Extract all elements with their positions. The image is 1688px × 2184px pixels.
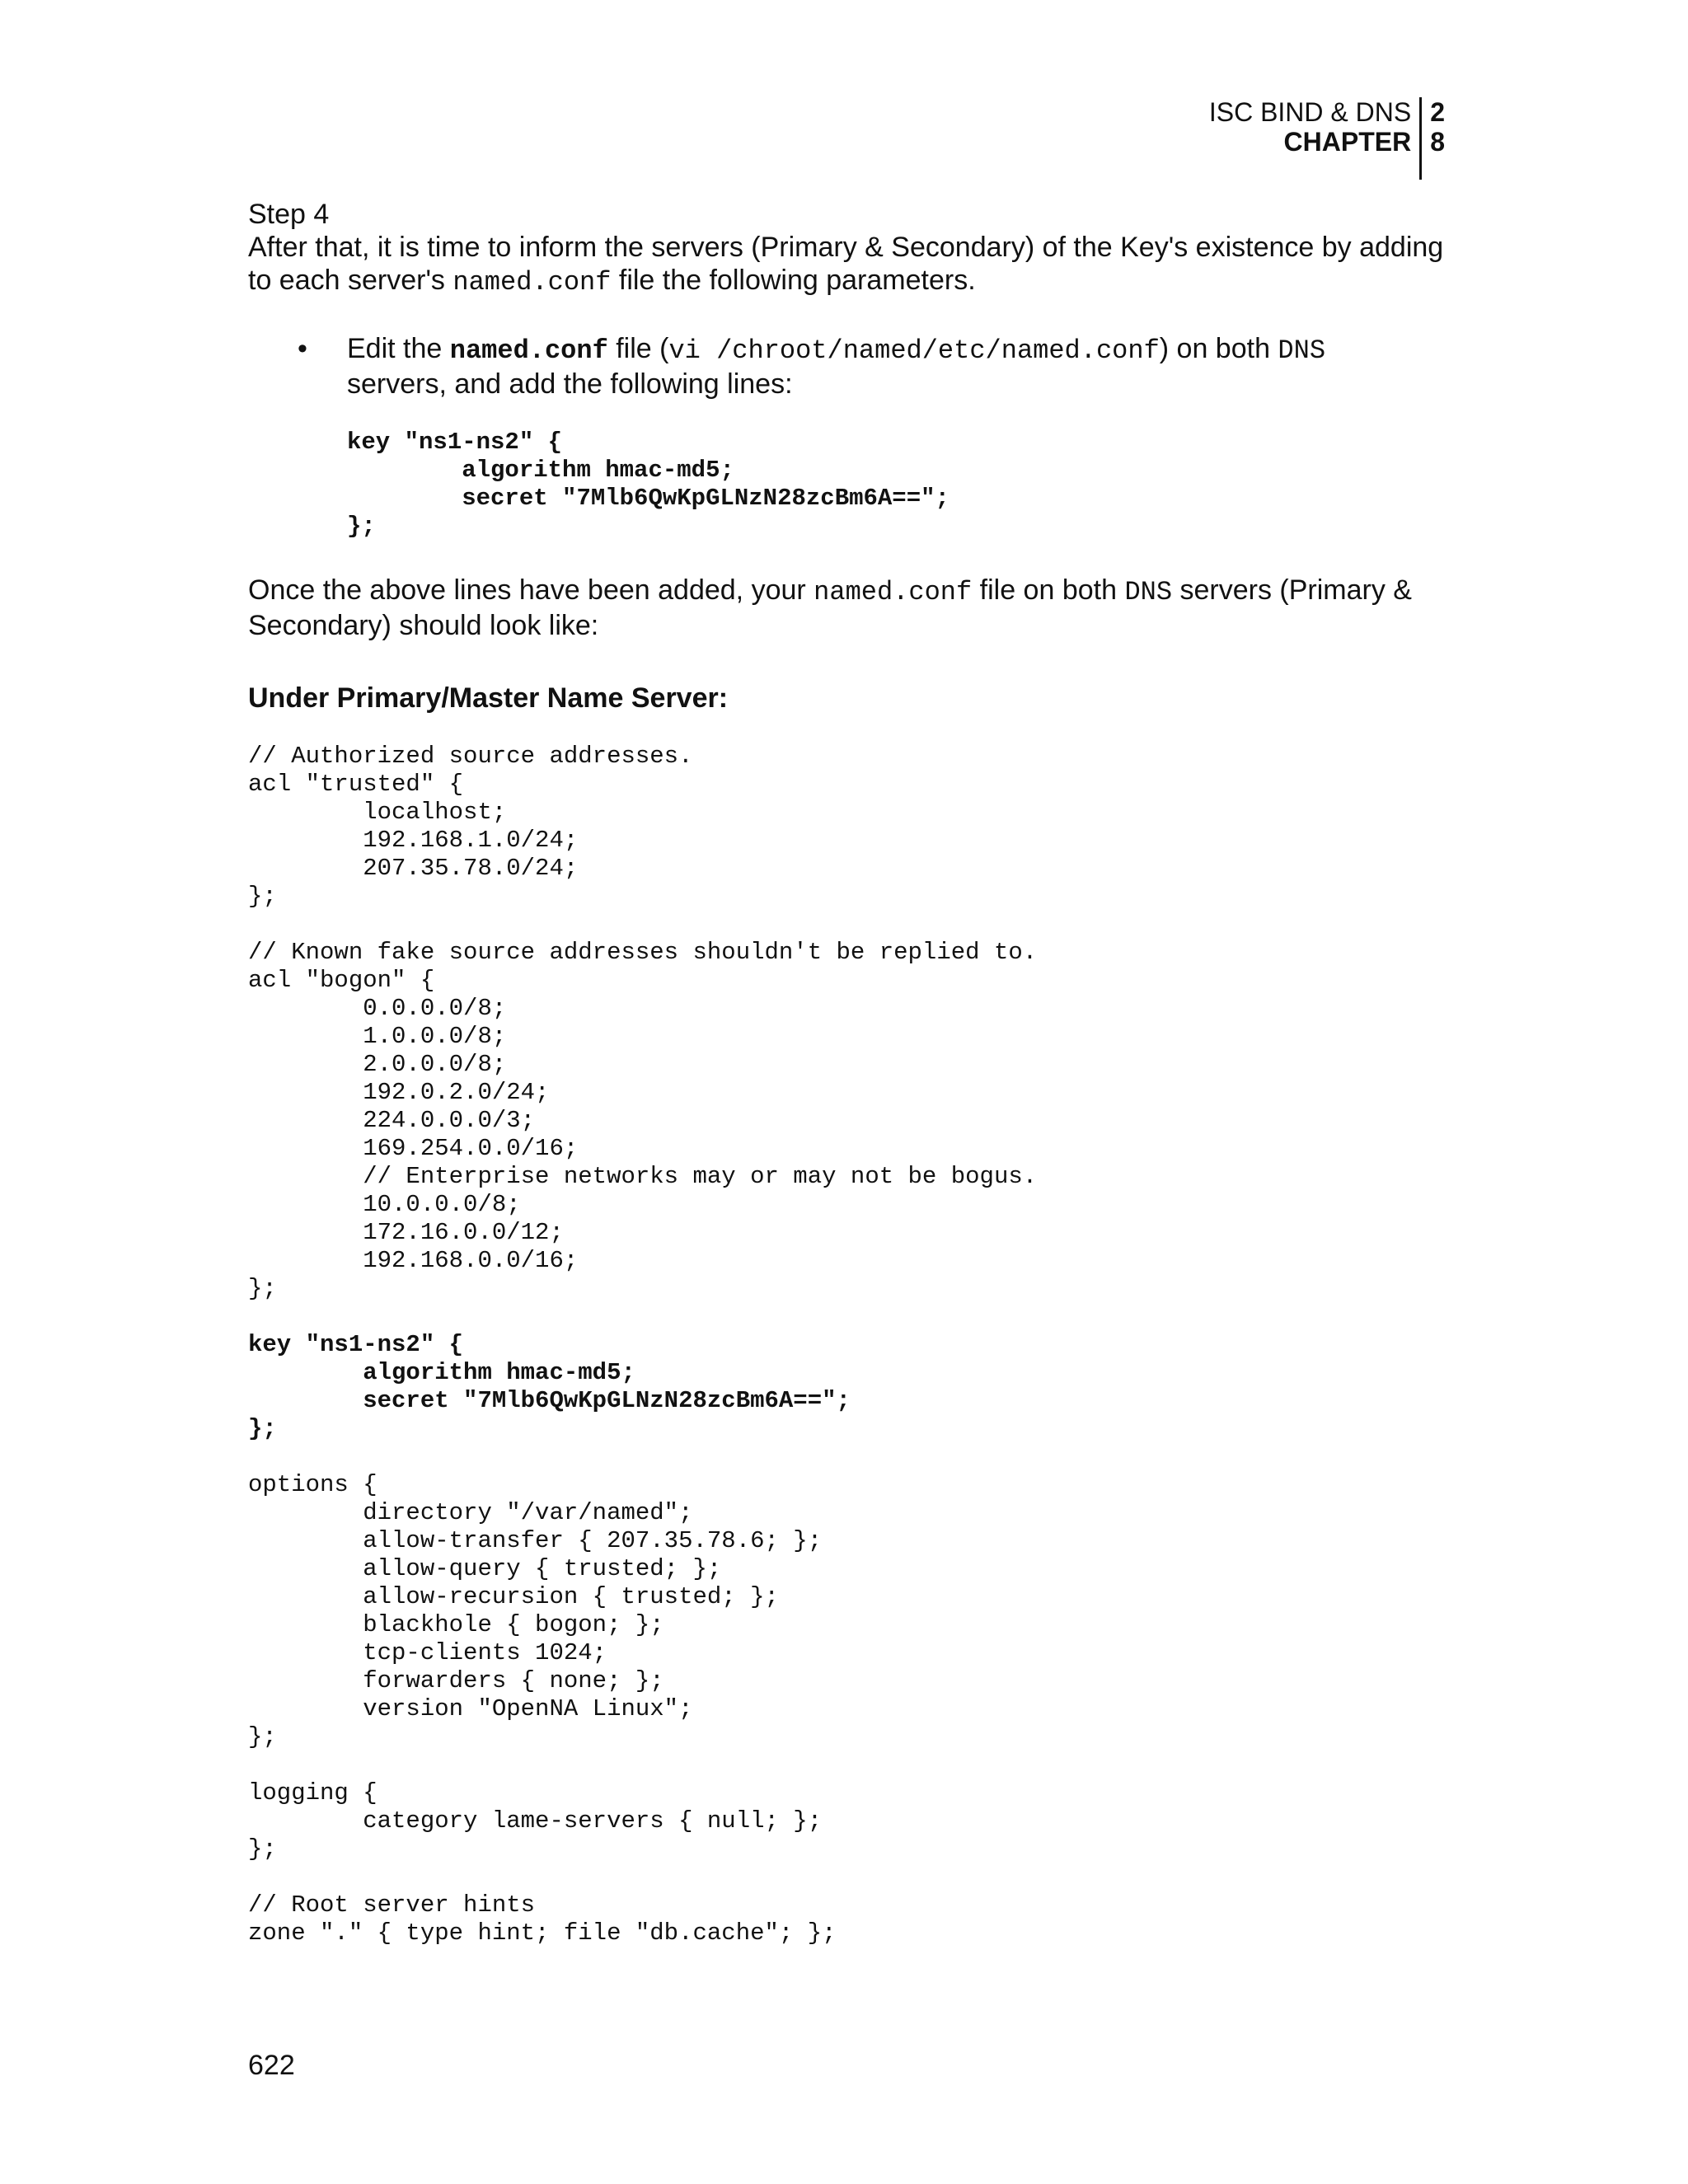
intro-code-filename: named.conf xyxy=(452,267,612,298)
config-code-acl: // Authorized source addresses. acl "trusted" { localhost; 192.168.1.0/24; 207.35.78.0/24; }; // Known fake source addresses shouldn't be replied to. acl "bogon" { 0.0.0.0/8; 1.0.0.0/8; 2.0.0.0/8; 192.0.2.0/24; 224.0.0.0/3; 169.254.0.0/16; // Enterprise networks may or may not be bogus. 10.0.0.0/8; 172.16.0.0/12; 192.168.0.0/16; }; xyxy=(248,743,1038,1302)
after-paragraph xyxy=(248,574,1451,642)
chapter-digit-2: 8 xyxy=(1430,127,1445,157)
header-chapter-number xyxy=(1422,97,1445,180)
page-number: 622 xyxy=(248,2050,295,2081)
after-text-3: servers (Primary & Secondary) should look like: xyxy=(248,574,1412,641)
main-content xyxy=(248,198,1451,1947)
after-code-dns: DNS xyxy=(1124,577,1173,607)
intro-text-before: After that, it is time to inform the servers (Primary & Secondary) of the Key's existence by adding to each server's xyxy=(248,232,1444,296)
bullet-item xyxy=(298,332,1451,401)
after-code-filename: named.conf xyxy=(814,577,973,607)
chapter-digit-1: 2 xyxy=(1430,97,1445,127)
header-title: ISC BIND & DNS xyxy=(1208,97,1412,127)
bullet-code-command: vi /chroot/named/etc/named.conf xyxy=(668,335,1160,366)
header-chapter-label: CHAPTER xyxy=(1283,127,1412,157)
bullet-symbol: • xyxy=(298,333,307,364)
bullet-text-4: servers, and add the following lines: xyxy=(347,368,793,400)
intro-text-after: file the following parameters. xyxy=(611,265,976,296)
after-text-2: file on both xyxy=(972,574,1125,606)
after-text-1: Once the above lines have been added, your xyxy=(248,574,814,606)
bullet-text-3: ) on both xyxy=(1159,333,1278,364)
config-code-options: options { directory "/var/named"; allow-transfer { 207.35.78.6; }; allow-query { trusted; }; allow-recursion { trusted; }; blackhole { bogon; }; tcp-clients 1024; forwarders { none; }; version "OpenNA Linux"; }; logging { category lame-servers { null; }; }; // Root server hints zone "." { type hint; file "db.cache"; }; xyxy=(248,1471,837,1947)
bullet-text xyxy=(347,332,1402,401)
step-title: Step 4 xyxy=(248,199,330,230)
code-gap xyxy=(248,1303,1451,1331)
code-gap xyxy=(248,1443,1451,1471)
bullet-code-filename: named.conf xyxy=(449,335,608,366)
config-code-key: key "ns1-ns2" { algorithm hmac-md5; secret "7Mlb6QwKpGLNzN28zcBm6A=="; }; xyxy=(248,1331,851,1442)
bullet-text-2: file ( xyxy=(607,333,669,364)
bullet-text-1: Edit the xyxy=(347,333,450,364)
intro-paragraph xyxy=(248,231,1451,299)
bullet-code-dns: DNS xyxy=(1278,335,1326,366)
header-left-column xyxy=(1209,97,1422,180)
running-header xyxy=(1209,97,1445,180)
key-snippet-code: key "ns1-ns2" { algorithm hmac-md5; secret "7Mlb6QwKpGLNzN28zcBm6A=="; }; xyxy=(347,429,950,540)
section-heading: Under Primary/Master Name Server: xyxy=(248,682,729,714)
bullet-body xyxy=(347,332,1402,401)
